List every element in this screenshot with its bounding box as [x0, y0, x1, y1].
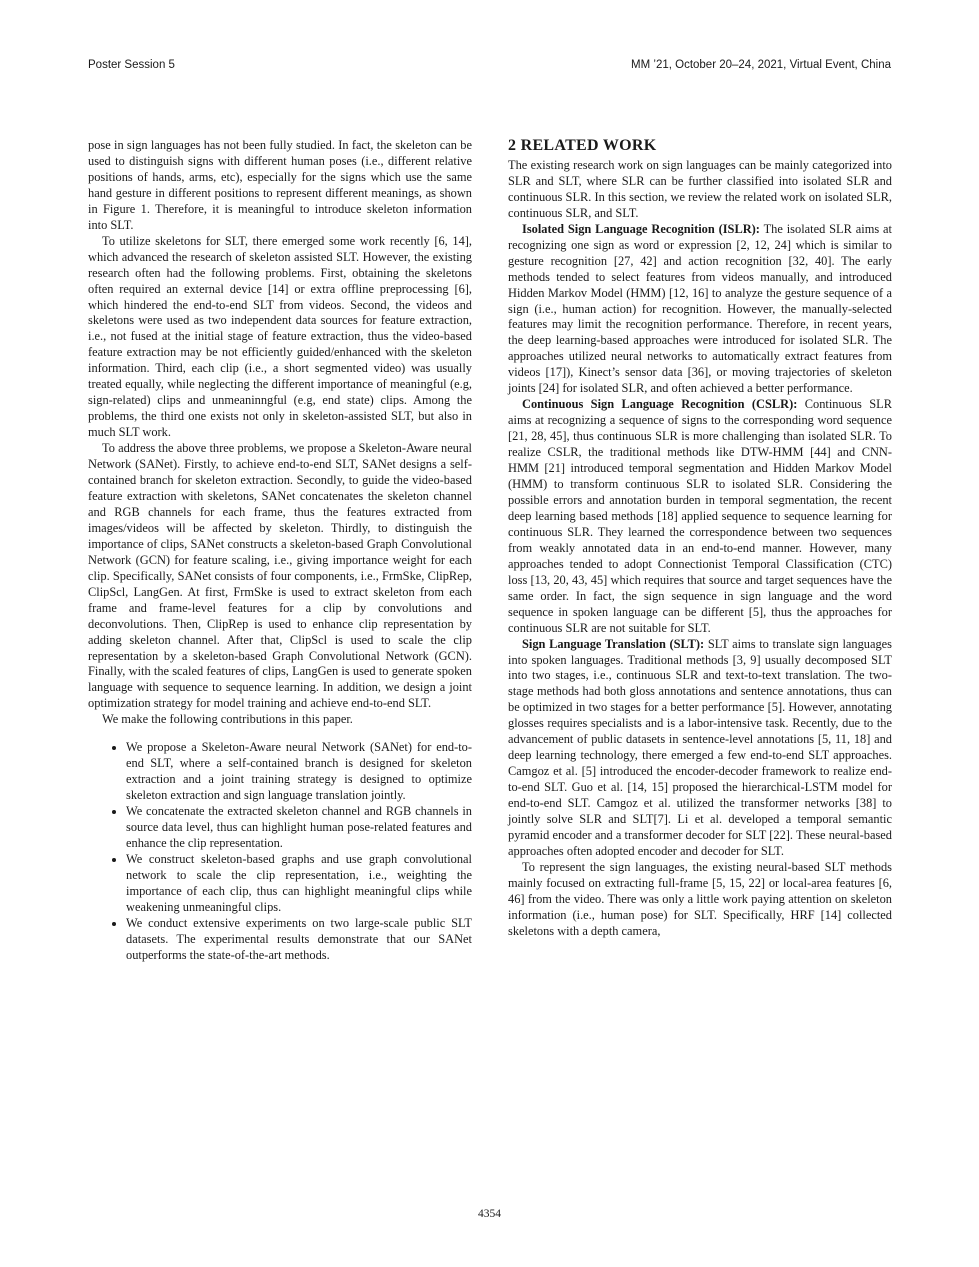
paragraph-slt: [508, 637, 892, 860]
paragraph-contributions-intro: We make the following contributions in this paper.: [102, 712, 353, 727]
paragraph-continuation: pose in sign languages has not been fully studied. In fact, the skeleton can be used to distinguish signs with different human poses (i.e., different relative positions of hands, arms, etc), especially for the signs which use the same hand gesture in different positions to represent different meanings, as shown in Figure 1. Therefore, it is meaningful to introduce skeleton information into SLT.: [88, 138, 472, 232]
contribution-item: • We concatenate the extracted skeleton channel and RGB channels in source data level, thus can highlight human pose-related features and enhance the clip representation.: [126, 804, 472, 852]
paragraph-skeleton-slt: To represent the sign languages, the existing neural-based SLT methods mainly focused on extracting full-frame [5, 15, 22] or local-area features [6, 46] from the video. There was only a little work paying attention on skeleton information (i.e., human pose) for SLT. Specifically, HRF [14] collected skeletons with a depth camera,: [508, 859, 892, 938]
paragraph-cslr: [508, 397, 892, 636]
contribution-item: • We propose a Skeleton-Aware neural Network (SANet) for end-to-end SLT, where a self-contained branch is designed for skeleton extraction and a joint training strategy is designed to optimize skeleton extraction and sign language translation jointly.: [126, 740, 472, 804]
paragraph-slt-body: SLT aims to translate sign languages into spoken languages. Traditional methods [3, 9] usually decomposed SLT into two stages, i.e., continuous SLR and text-to-text translation. The two-stage methods had both gloss annotations and sentence annotations, thus can be optimized in two stages for a better performance [5]. However, annotating glosses requires specialists and is a labor-intensive task. Recently, due to the advancement of public datasets in sentence-level annotations [5, 11, 18] and deep learning technology, there emerged a few end-to-end SLT approaches. Camgoz et al. [5] introduced the encoder-decoder framework to realize end-to-end SLT. Guo et al. [14, 15] proposed the hierarchical-LSTM model for end-to-end SLT. Camgoz et al. utilized the transformer networks [38] to jointly solve SLR and SLT[7]. Li et al. developed a temporal semantic pyramid encoder and a transformer decoder for SLT [22]. These neural-based approaches often adopted encoder and decoder for SLT.: [508, 636, 892, 858]
contribution-item: • We construct skeleton-based graphs and use graph convolutional network to scale the clip representation, i.e., weighting the importance of each clip, thus can highlight meaningful clips while weakening unmeaningful clips.: [126, 852, 472, 916]
running-header-left: Poster Session 5: [88, 59, 175, 71]
paragraph-skeleton-problems: To utilize skeletons for SLT, there emerged some work recently [6, 14], which advanced the research of skeleton assisted SLT. However, the existing research often had the following problems. First, obtaining the skeletons often required an external device [14] or extra offline preprocessing [6], which hindered the end-to-end SLT from videos. Second, the videos and skeletons were used as two independent data sources for feature extraction, i.e., not fused at the initial stage of feature extraction, thus the video-based feature extraction may be not efficiently guided/enhanced with the skeleton information. Third, each clip (i.e., a short segmented video) was usually treated equally, while neglecting the different importance of meaningful (e.g, sign-related) clips and unmeaninngful (e.g, end state) clips. Among the problems, the third one exists not only in skeleton-assisted SLT, but also in much SLT work.: [88, 233, 472, 440]
right-column: [508, 138, 892, 940]
paragraph-cslr-body: Continuous SLR aims at recognizing a sequence of signs to the corresponding word sequence [21, 28, 45], thus continuous SLR is more challenging than isolated SLR. To realize CSLR, the traditional methods like DTW-HMM [44] and CNN-HMM [21] introduced temporal segmentation and Hidden Markov Model (HMM) to transform continuous SLR to isolated SLR. Considering the possible errors and annotation burden in temporal segmentation, the recent deep learning based methods [18] applied sequence to sequence learning for continuous SLR. They learned the correspondence between two sequences from weakly annotated data in an end-to-end manner. However, many approaches tended to adopt Connectionist Temporal Classification (CTC) loss [13, 20, 43, 45] which requires that source and target sequences have the same order. In fact, the sign sequence in sign language and the word sequence in spoken language can be different [5], thus the approaches for continuous SLR are not suitable for SLT.: [508, 397, 892, 635]
paragraph-sanet-proposal: To address the above three problems, we propose a Skeleton-Aware neural Network (SANet). Firstly, to achieve end-to-end SLT, SANet designs a self-contained branch for skeleton extraction. Secondly, to guide the video-based feature extraction with skeletons, SANet concatenates the skeleton channel and RGB channels for each frame, thus the features extracted from images/videos will be affected by skeleton. Thirdly, to distinguish the importance of clips, SANet constructs a skeleton-based Graph Convolutional Network (GCN) for feature scaling, i.e., giving importance weight for each clip. Specifically, SANet consists of four components, i.e., FrmSke, ClipRep, ClipScl, LangGen. At first, FrmSke is used to extract skeleton from each frame and frame-level features for a clip by convolutions and deconvolutions. Then, ClipRep is used to enhance clip representation by adding skeleton channel. After that, ClipScl is used to scale the clip representation by a skeleton-based Graph Convolutional Network (GCN). Finally, with the scaled features of clips, LangGen is used to generate spoken language with sequence to sequence learning. In addition, we design a joint optimization strategy for model training and achieve end-to-end SLT.: [88, 441, 472, 711]
paragraph-islr: [508, 222, 892, 397]
section-heading-related-work: 2 RELATED WORK: [508, 137, 657, 154]
contribution-item: • We conduct extensive experiments on two large-scale public SLT datasets. The experimental results demonstrate that our SANet outperforms the state-of-the-art methods.: [126, 916, 472, 964]
paragraph-islr-body: The isolated SLR aims at recognizing one sign as word or expression [2, 12, 24] which is similar to gesture recognition [27, 42] and action recognition [32, 40]. The early methods tended to select features from videos manually, and introduced Hidden Markov Model (HMM) [12, 16] to analyze the gesture sequence of a sign (i.e., human action) for recognition. However, the manually-selected features may limit the recognition performance. Therefore, in recent years, the deep learning-based approaches were introduced for isolated SLR. The approaches utilized neural networks to automatically extract features from videos [17]), Kinect’s sensor data [36], or moving trajectories of skeleton joints [24] for isolated SLR, and often achieved a better performance.: [508, 221, 892, 396]
run-in-heading-islr: Isolated Sign Language Recognition (ISLR):: [522, 221, 760, 236]
contributions-list: [88, 740, 472, 963]
run-in-heading-slt: Sign Language Translation (SLT):: [522, 636, 705, 651]
run-in-heading-cslr: Continuous Sign Language Recognition (CSLR):: [522, 397, 798, 412]
left-column: [88, 138, 472, 964]
page-number: 4354: [478, 1208, 501, 1220]
paragraph-related-intro: The existing research work on sign languages can be mainly categorized into SLR and SLT, where SLR can be further classified into isolated SLR and continuous SLR. In this section, we review the related work on isolated SLR, continuous SLR, and SLT.: [508, 157, 892, 220]
running-header-right: MM ’21, October 20–24, 2021, Virtual Event, China: [631, 59, 891, 71]
